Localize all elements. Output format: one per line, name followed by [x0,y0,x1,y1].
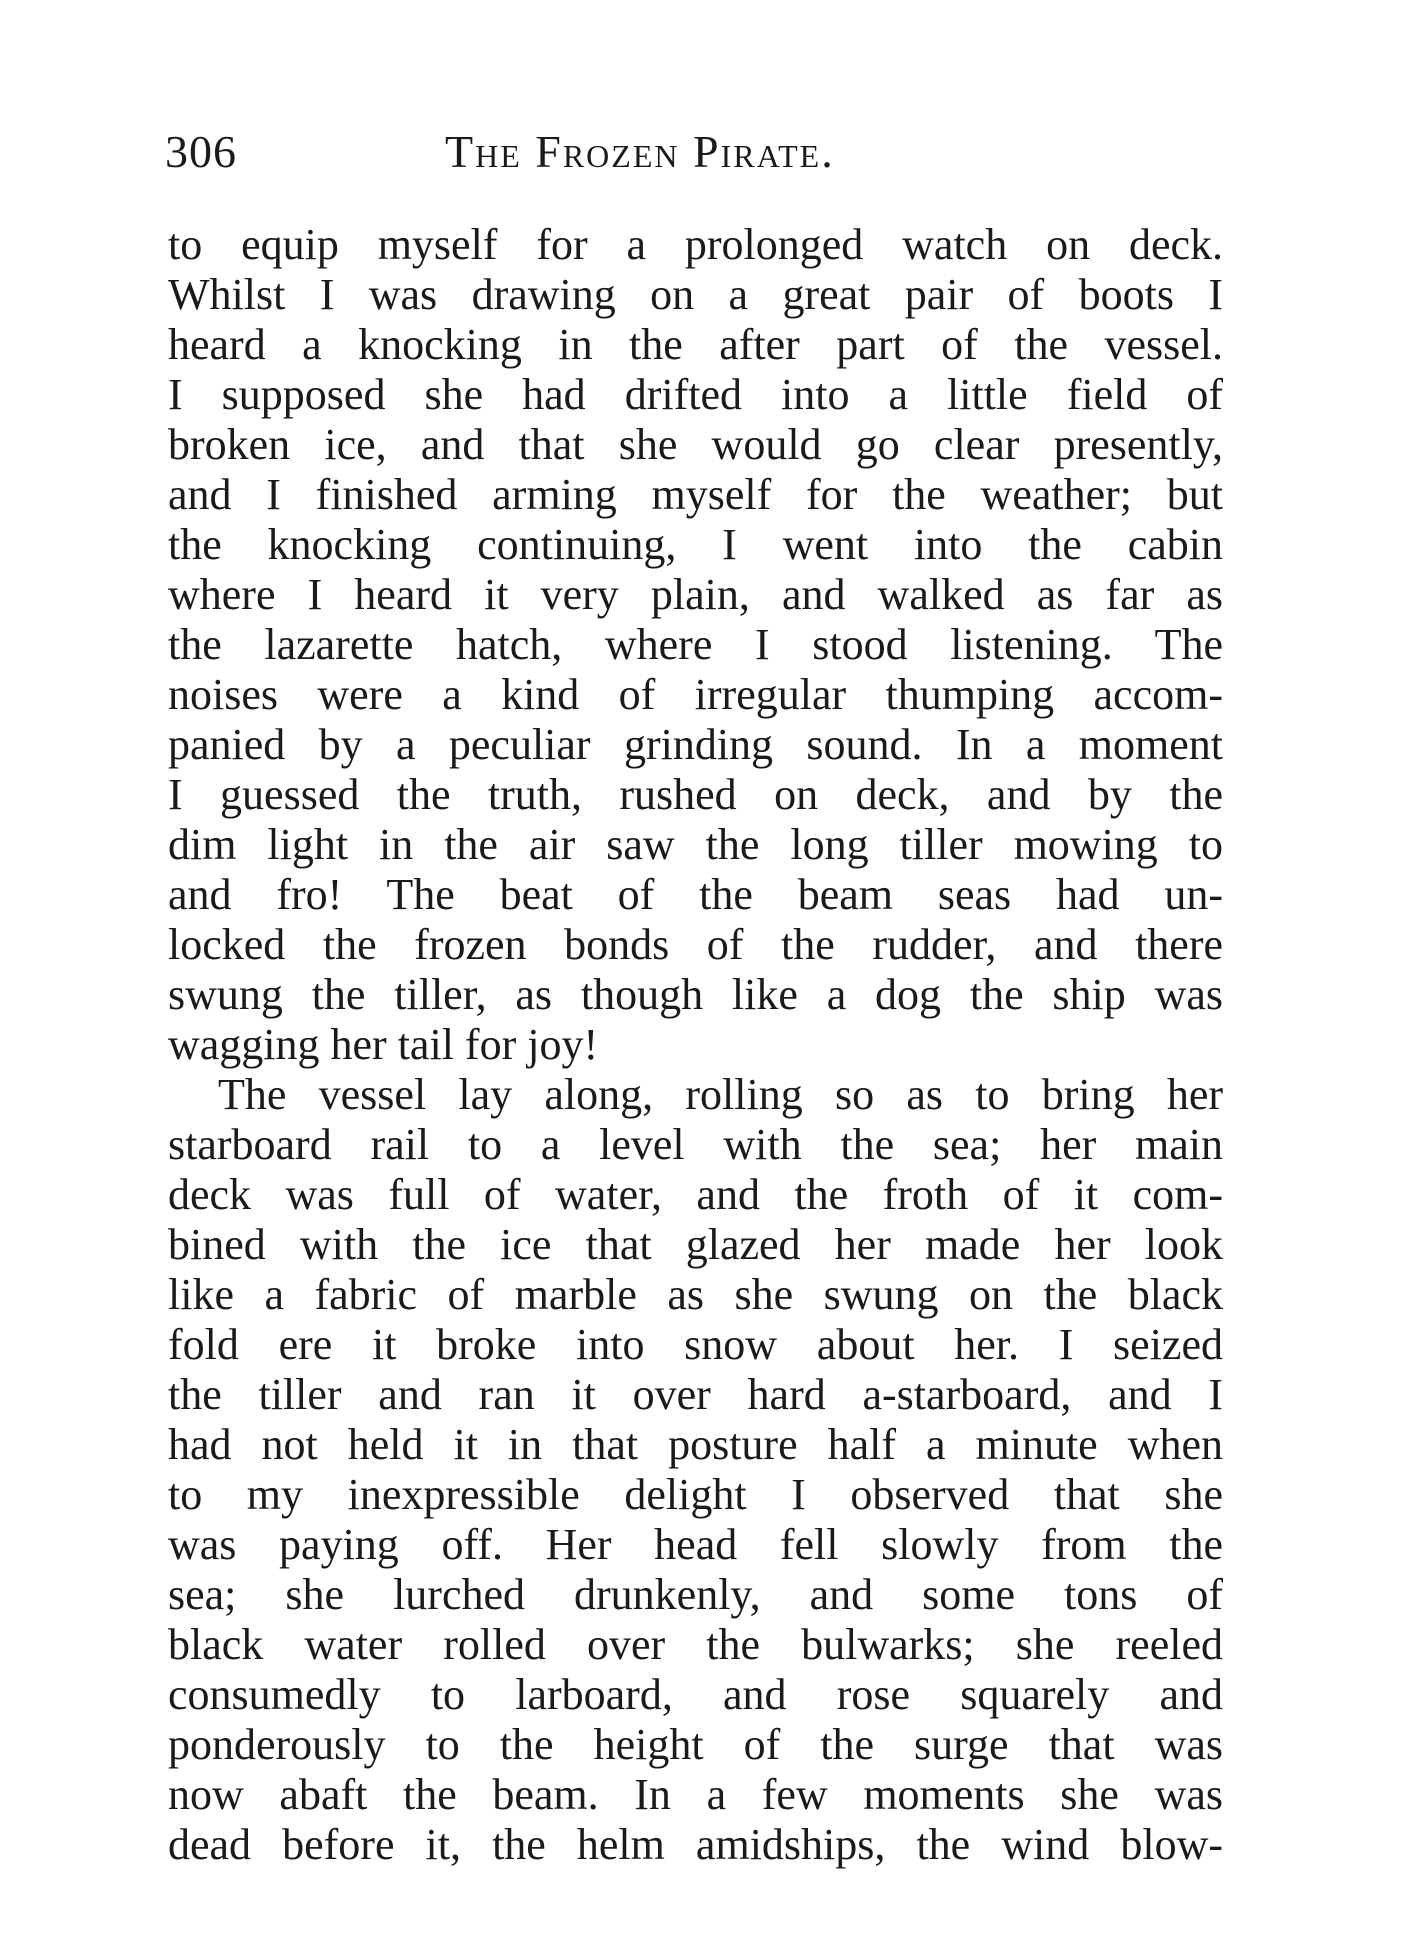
text-line: was paying off. Her head fell slowly from the [168,1520,1223,1569]
text-line: dim light in the air saw the long tiller mowing to [168,820,1223,869]
text-line: where I heard it very plain, and walked as far as [168,570,1223,619]
text-line: consumedly to larboard, and rose squarely and [168,1670,1223,1719]
page-header [165,125,1225,195]
text-line: starboard rail to a level with the sea; her main [168,1120,1223,1169]
text-line: to equip myself for a prolonged watch on deck. [168,220,1223,269]
text-line: noises were a kind of irregular thumping accom- [168,670,1223,719]
text-line: deck was full of water, and the froth of it com- [168,1170,1223,1219]
text-line: I supposed she had drifted into a little field of [168,370,1223,419]
running-title: The Frozen Pirate. [445,126,835,177]
text-line: The vessel lay along, rolling so as to bring her [218,1070,1223,1119]
text-line: broken ice, and that she would go clear presently, [168,420,1223,469]
text-line: I guessed the truth, rushed on deck, and by the [168,770,1223,819]
text-line: the knocking continuing, I went into the cabin [168,520,1223,569]
text-line: panied by a peculiar grinding sound. In a moment [168,720,1223,769]
text-line: wagging her tail for joy! [168,1020,599,1069]
body-text [168,220,1223,1870]
text-line: the lazarette hatch, where I stood listening. The [168,620,1223,669]
text-line: heard a knocking in the after part of the vessel. [168,320,1223,369]
text-line: like a fabric of marble as she swung on the black [168,1270,1223,1319]
text-line: black water rolled over the bulwarks; she reeled [168,1620,1223,1669]
text-line: had not held it in that posture half a minute when [168,1420,1223,1469]
text-line: dead before it, the helm amidships, the wind blow- [168,1820,1223,1869]
text-line: now abaft the beam. In a few moments she was [168,1770,1223,1819]
text-line: ponderously to the height of the surge that was [168,1720,1223,1769]
text-line: the tiller and ran it over hard a-starboard, and I [168,1370,1223,1419]
text-line: bined with the ice that glazed her made her look [168,1220,1223,1269]
text-line: sea; she lurched drunkenly, and some tons of [168,1570,1223,1619]
text-line: and fro! The beat of the beam seas had un- [168,870,1223,919]
text-line: Whilst I was drawing on a great pair of boots I [168,270,1223,319]
text-line: and I finished arming myself for the weather; but [168,470,1223,519]
text-line: to my inexpressible delight I observed that she [168,1470,1223,1519]
page-number: 306 [165,126,237,177]
text-line: locked the frozen bonds of the rudder, and there [168,920,1223,969]
text-line: swung the tiller, as though like a dog the ship was [168,970,1223,1019]
text-line: fold ere it broke into snow about her. I seized [168,1320,1223,1369]
